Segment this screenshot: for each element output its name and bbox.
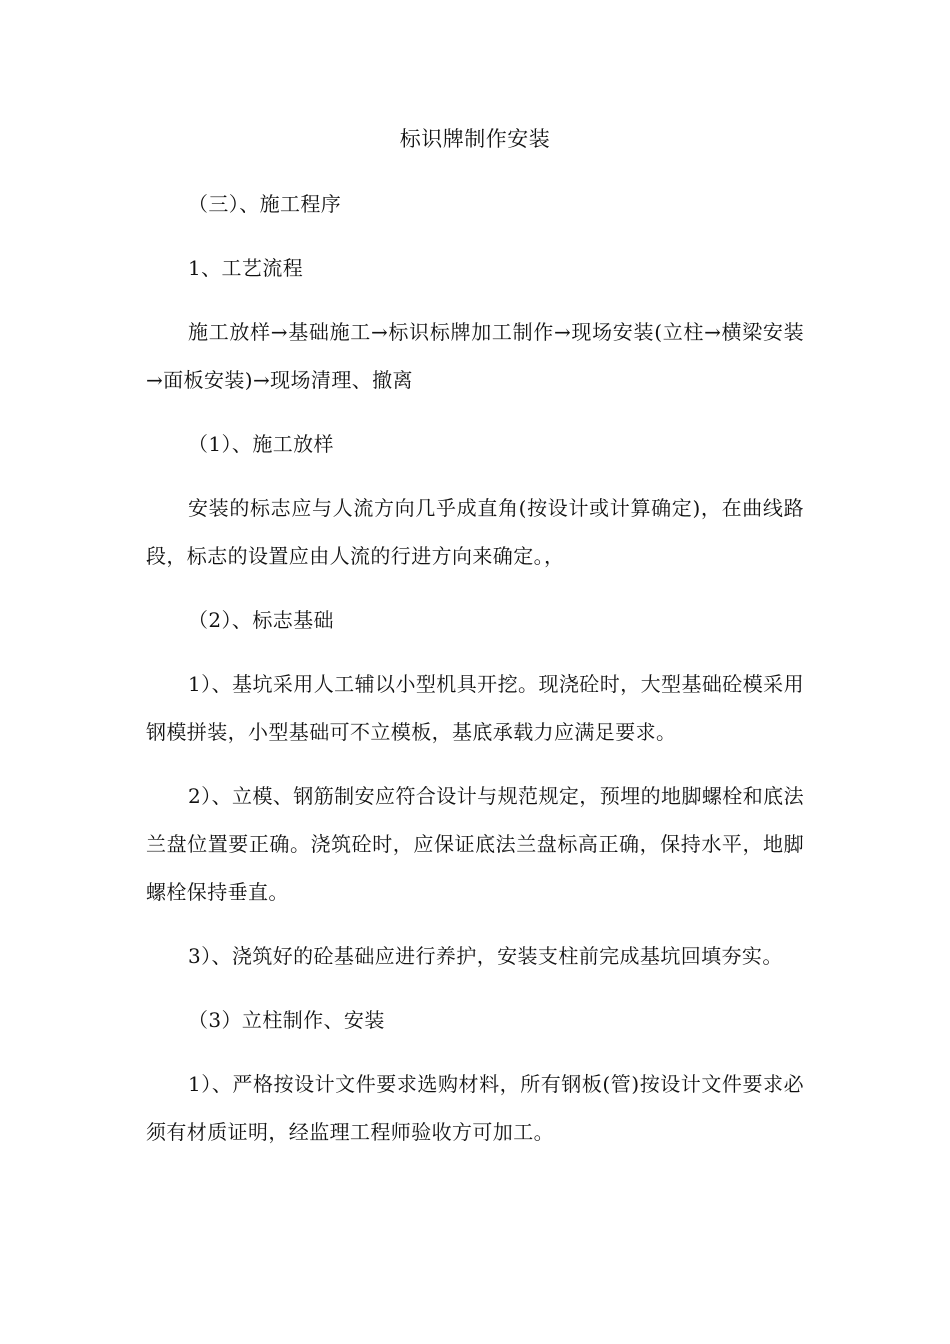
paragraph-material-selection: 1）、严格按设计文件要求选购材料，所有钢板(管)按设计文件要求必须有材质证明，经监理工程师验收方可加工。 <box>146 1072 804 1144</box>
paragraph-foundation-excavation: 1）、基坑采用人工辅以小型机具开挖。现浇砼时，大型基础砼模采用钢模拼装，小型基础可不立模板，基底承载力应满足要求。 <box>146 672 804 744</box>
subheading-column-fabrication-installation: （3）立柱制作、安装 <box>188 1008 385 1032</box>
paragraph-process-flow: 施工放样→基础施工→标识标牌加工制作→现场安装(立柱→横梁安装→面板安装)→现场清理、撤离 <box>146 320 804 392</box>
paragraph-construction-layout: 安装的标志应与人流方向几乎成直角(按设计或计算确定)，在曲线路段，标志的设置应由人流的行进方向来确定。， <box>146 496 804 568</box>
section-heading-construction-procedure: （三）、施工程序 <box>188 192 342 216</box>
subheading-sign-foundation: （2）、标志基础 <box>188 608 334 632</box>
subheading-construction-layout: （1）、施工放样 <box>188 432 334 456</box>
paragraph-foundation-curing: 3）、浇筑好的砼基础应进行养护，安装支柱前完成基坑回填夯实。 <box>188 944 783 968</box>
document-title: 标识牌制作安装 <box>399 127 551 151</box>
subheading-process-flow: 1、工艺流程 <box>188 256 304 280</box>
document-body <box>146 180 804 1172</box>
paragraph-formwork-rebar: 2）、立模、钢筋制安应符合设计与规范规定，预埋的地脚螺栓和底法兰盘位置要正确。浇筑砼时，应保证底法兰盘标高正确，保持水平，地脚螺栓保持垂直。 <box>146 784 804 904</box>
